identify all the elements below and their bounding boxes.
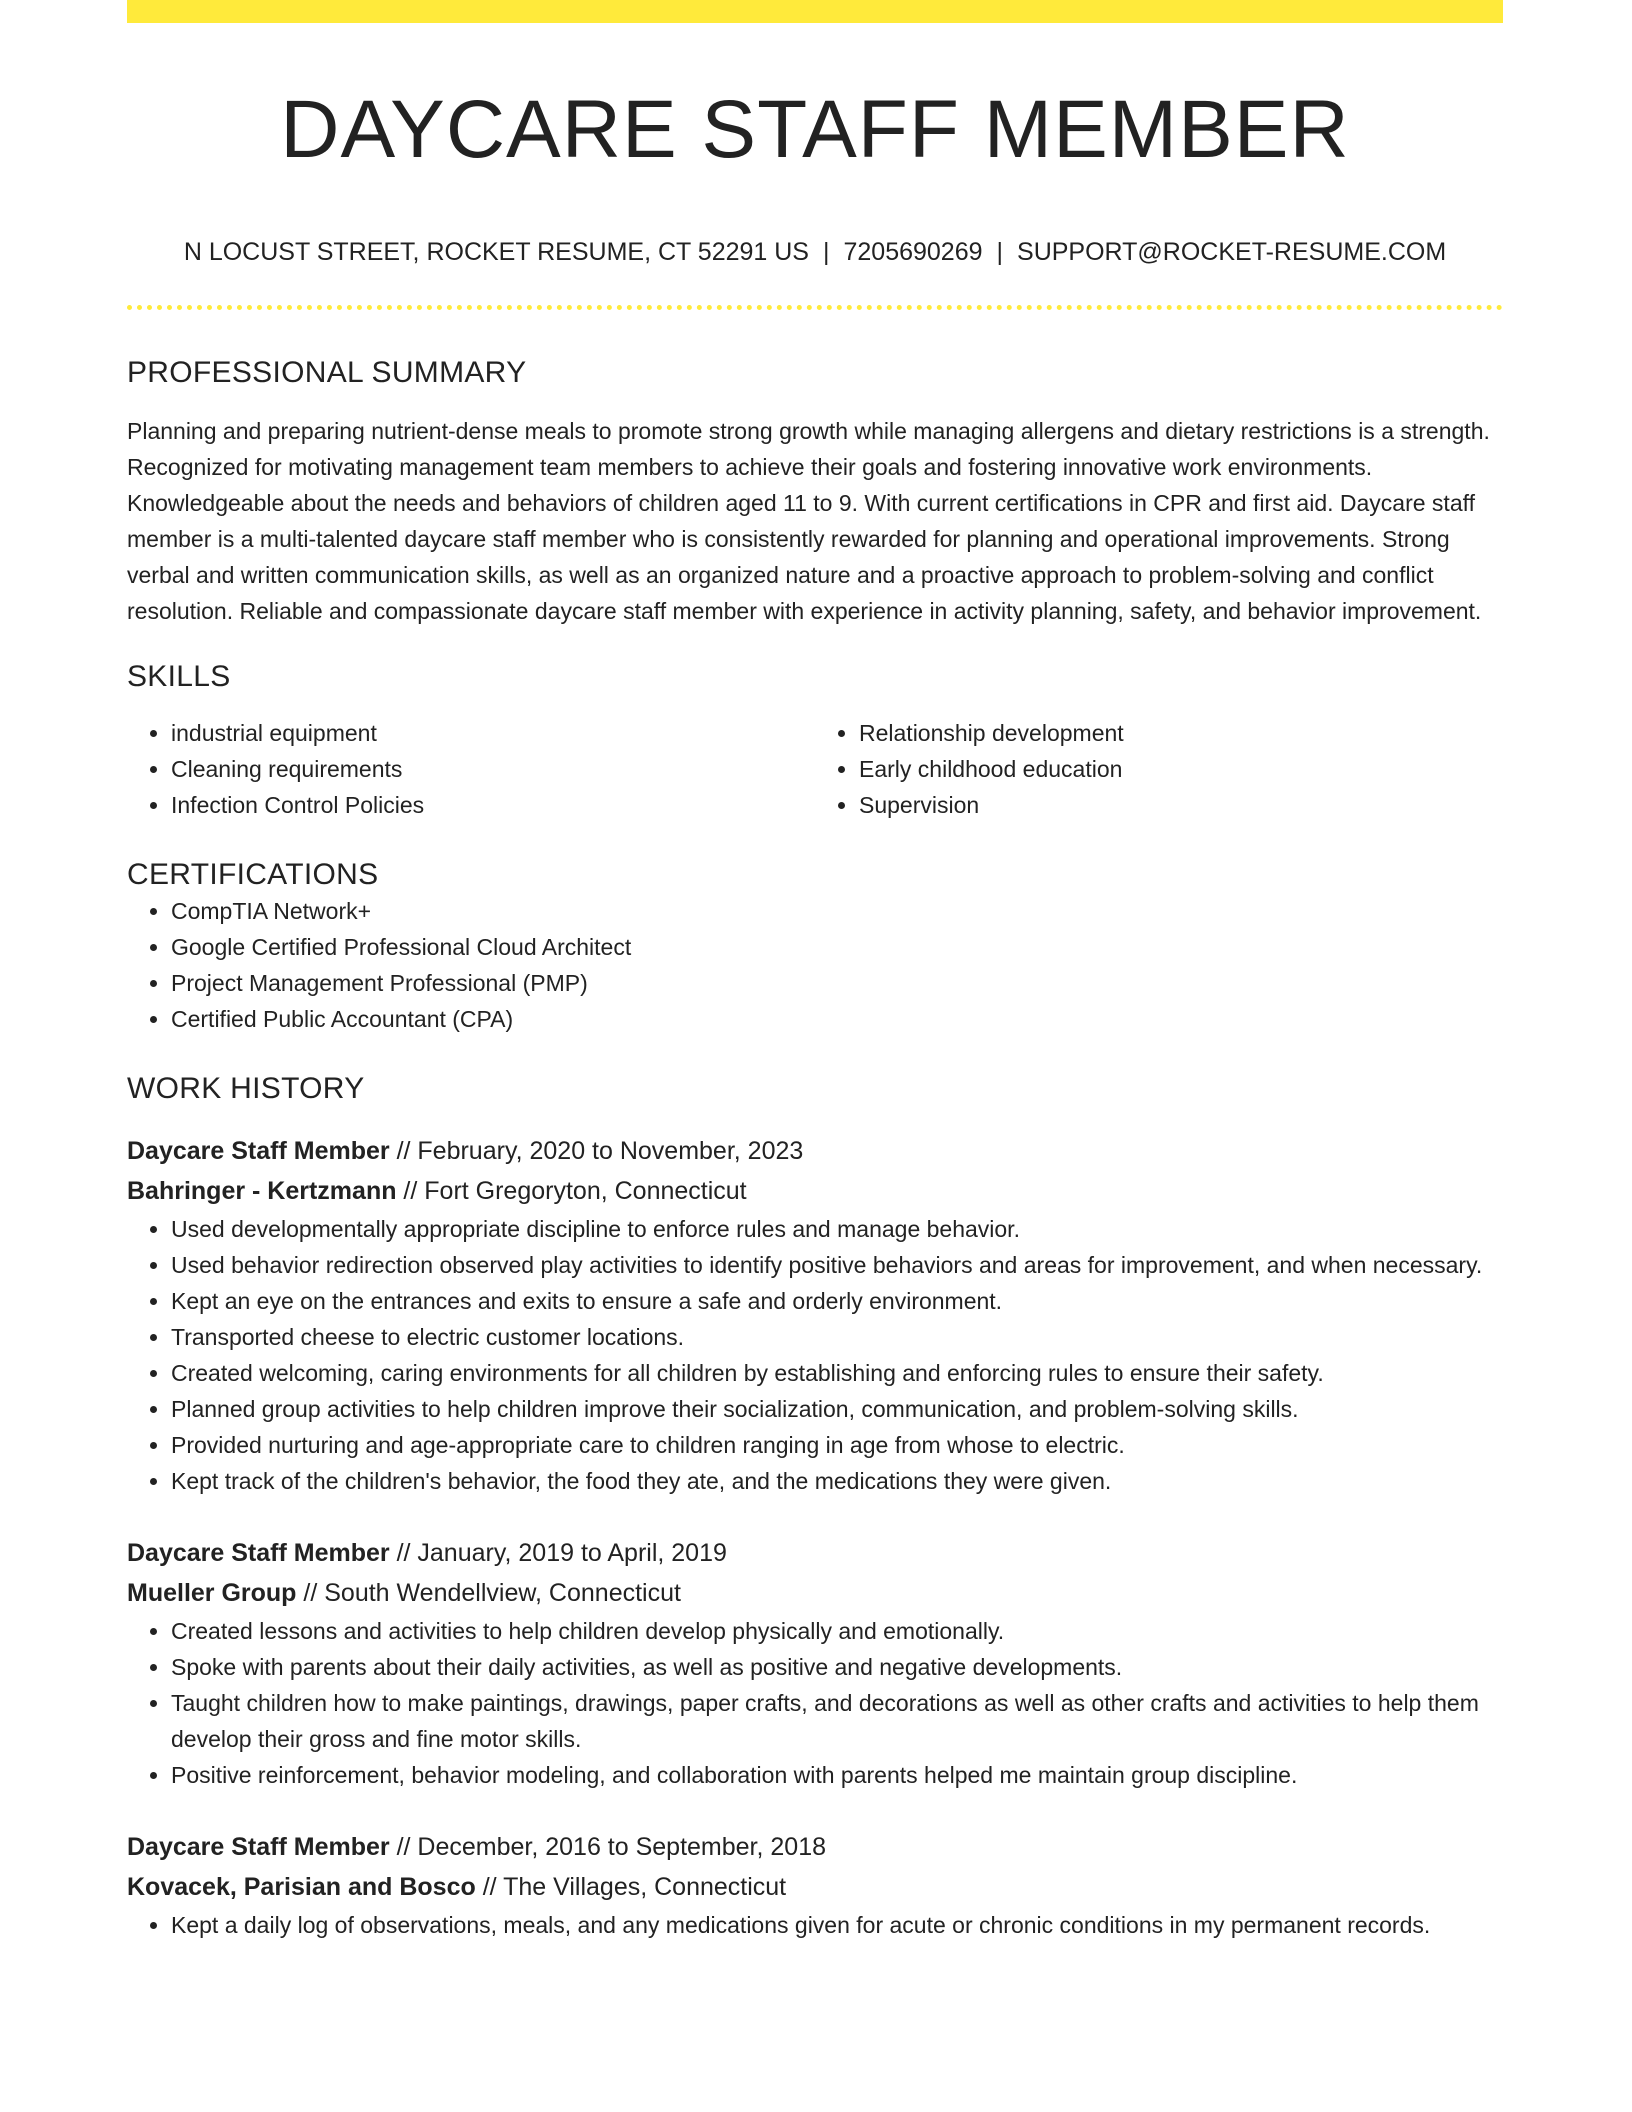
job-entry <box>127 1131 1503 1499</box>
contact-separator: | <box>822 238 830 267</box>
resume-page <box>127 0 1503 1943</box>
dotted-divider <box>127 305 1503 310</box>
contact-email: SUPPORT@ROCKET-RESUME.COM <box>1017 238 1447 267</box>
job-title-line <box>127 1533 1503 1573</box>
certification-item: • CompTIA Network+ <box>171 893 1503 929</box>
skills-list-left <box>127 715 815 823</box>
contact-separator: | <box>996 238 1004 267</box>
job-bullet: • Kept a daily log of observations, meals, and any medications given for acute or chronic conditions in my permanent records. <box>171 1907 1503 1943</box>
job-title-line <box>127 1131 1503 1171</box>
job-company: Kovacek, Parisian and Bosco <box>127 1873 476 1902</box>
job-bullet-list <box>127 1211 1503 1499</box>
skills-column-left <box>127 715 815 823</box>
job-bullet: • Planned group activities to help children improve their socialization, communication, and problem-solving skills. <box>171 1391 1503 1427</box>
job-bullet: • Created welcoming, caring environments for all children by establishing and enforcing rules to ensure their safety. <box>171 1355 1503 1391</box>
certification-item: • Project Management Professional (PMP) <box>171 965 1503 1001</box>
job-bullet: • Kept track of the children's behavior, the food they ate, and the medications they were given. <box>171 1463 1503 1499</box>
job-bullet: • Used behavior redirection observed play activities to identify positive behaviors and areas for improvement, and when necessary. <box>171 1247 1503 1283</box>
skill-item: • industrial equipment <box>171 715 815 751</box>
skills-heading: SKILLS <box>127 660 231 694</box>
skill-item: • Cleaning requirements <box>171 751 815 787</box>
job-title-line <box>127 1827 1503 1867</box>
job-bullet-list <box>127 1907 1503 1943</box>
job-entry <box>127 1827 1503 1943</box>
job-bullet: • Positive reinforcement, behavior modeling, and collaboration with parents helped me maintain group discipline. <box>171 1757 1503 1793</box>
summary-heading: PROFESSIONAL SUMMARY <box>127 356 527 390</box>
job-location: // Fort Gregoryton, Connecticut <box>396 1177 747 1206</box>
job-dates: // December, 2016 to September, 2018 <box>389 1833 827 1862</box>
job-bullet-list <box>127 1613 1503 1793</box>
contact-address: N LOCUST STREET, ROCKET RESUME, CT 52291 US <box>183 238 809 267</box>
job-dates: // February, 2020 to November, 2023 <box>389 1137 804 1166</box>
skills-column-right <box>815 715 1503 823</box>
work-history-heading: WORK HISTORY <box>127 1072 365 1106</box>
skills-list-right <box>815 715 1503 823</box>
contact-line <box>127 237 1503 267</box>
job-bullet: • Transported cheese to electric customer locations. <box>171 1319 1503 1355</box>
job-bullet: • Spoke with parents about their daily activities, as well as positive and negative developments. <box>171 1649 1503 1685</box>
skills-columns <box>127 715 1503 823</box>
skill-item: • Early childhood education <box>859 751 1503 787</box>
summary-paragraph: Planning and preparing nutrient-dense meals to promote strong growth while managing allergens and dietary restrictions is a strength. Recognized for motivating management team members to achieve their goals and fostering innovative work environments. Knowledgeable about the needs and behaviors of children aged 11 to 9. With current certifications in CPR and first aid. Daycare staff member is a multi-talented daycare staff member who is consistently rewarded for planning and operational improvements. Strong verbal and written communication skills, as well as an organized nature and a proactive approach to problem-solving and conflict resolution. Reliable and compassionate daycare staff member with experience in activity planning, safety, and behavior improvement. <box>127 418 1490 625</box>
job-dates: // January, 2019 to April, 2019 <box>389 1539 727 1568</box>
certification-item: • Google Certified Professional Cloud Architect <box>171 929 1503 965</box>
skill-item: • Supervision <box>859 787 1503 823</box>
certifications-heading: CERTIFICATIONS <box>127 858 379 892</box>
job-role: Daycare Staff Member <box>127 1833 390 1862</box>
job-bullet: • Taught children how to make paintings, drawings, paper crafts, and decorations as well as other crafts and activities to help them develop their gross and fine motor skills. <box>171 1685 1503 1757</box>
job-company-line <box>127 1573 1503 1613</box>
job-bullet: • Created lessons and activities to help children develop physically and emotionally. <box>171 1613 1503 1649</box>
job-role: Daycare Staff Member <box>127 1137 390 1166</box>
job-entry <box>127 1533 1503 1793</box>
job-company-line <box>127 1171 1503 1211</box>
skill-item: • Infection Control Policies <box>171 787 815 823</box>
job-company-line <box>127 1867 1503 1907</box>
certifications-list <box>127 893 1503 1037</box>
job-company: Mueller Group <box>127 1579 297 1608</box>
job-role: Daycare Staff Member <box>127 1539 390 1568</box>
job-location: // The Villages, Connecticut <box>475 1873 787 1902</box>
resume-name: DAYCARE STAFF MEMBER <box>280 84 1350 175</box>
job-company: Bahringer - Kertzmann <box>127 1177 397 1206</box>
job-bullet: • Provided nurturing and age-appropriate care to children ranging in age from whose to electric. <box>171 1427 1503 1463</box>
certification-item: • Certified Public Accountant (CPA) <box>171 1001 1503 1037</box>
contact-phone: 7205690269 <box>843 238 983 267</box>
accent-top-bar <box>127 0 1503 23</box>
job-bullet: • Used developmentally appropriate discipline to enforce rules and manage behavior. <box>171 1211 1503 1247</box>
job-bullet: • Kept an eye on the entrances and exits to ensure a safe and orderly environment. <box>171 1283 1503 1319</box>
skill-item: • Relationship development <box>859 715 1503 751</box>
job-location: // South Wendellview, Connecticut <box>296 1579 681 1608</box>
